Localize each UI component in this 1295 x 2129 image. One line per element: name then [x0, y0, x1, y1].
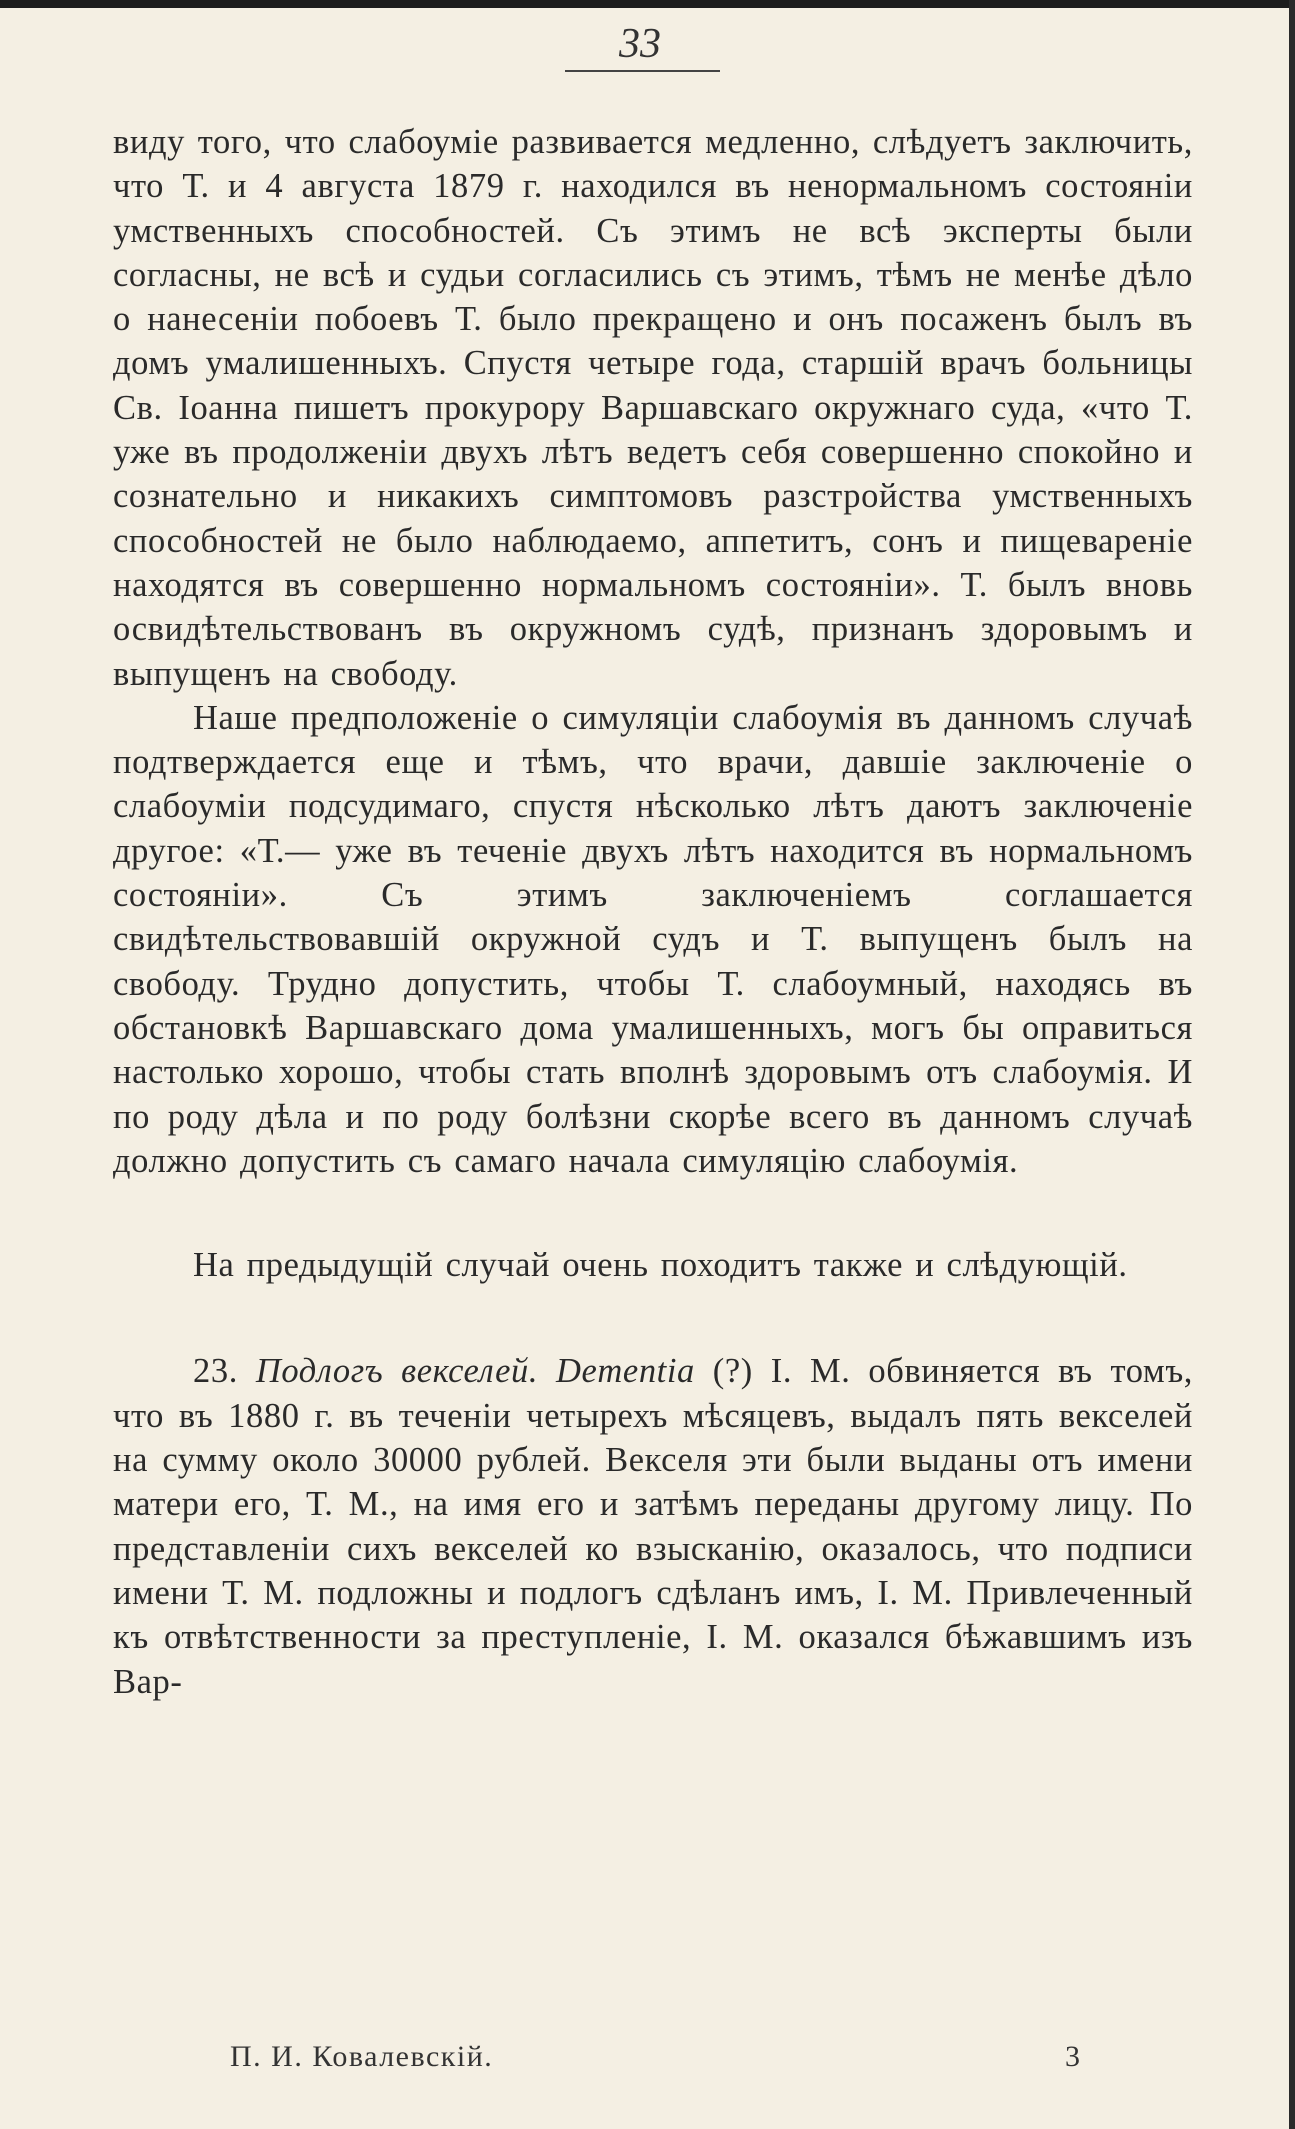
signature-mark: 3 — [1065, 2040, 1082, 2073]
case-number: 23. — [193, 1352, 238, 1391]
paragraph-1: виду того, что слабоуміе развивается медленно, слѣдуетъ заключить, что Т. и 4 августа 1879 г. находился въ ненормальномъ состояніи умственныхъ способностей. Съ этимъ не всѣ эксперты были согласны, не всѣ и судьи согласились съ этимъ, тѣмъ не менѣе дѣло о нанесеніи побоевъ Т. было прекращено и онъ посаженъ былъ въ домъ умалишенныхъ. Спустя четыре года, старшій врачъ больницы Св. Іоанна пишетъ прокурору Варшавскаго окружнаго суда, «что Т. уже въ продолженіи двухъ лѣтъ ведетъ себя совершенно спокойно и сознательно и никакихъ симптомовъ разстройства умственныхъ способностей не было наблюдаемо, аппетитъ, сонъ и пищевареніе находятся въ совершенно нормальномъ состояніи». Т. былъ вновь освидѣтельствованъ въ окружномъ судѣ, признанъ здоровымъ и выпущенъ на свободу. — [113, 123, 1193, 693]
page-right-edge — [1289, 0, 1295, 2129]
body-text — [113, 120, 1193, 1704]
page-footer — [0, 2040, 1295, 2090]
page-top-edge — [0, 0, 1295, 8]
paragraph-4 — [113, 1349, 1193, 1703]
page-number: 33 — [619, 21, 661, 67]
footer-author: П. И. Ковалевскій. — [230, 2040, 494, 2073]
paragraph-2: Наше предположеніе о симуляціи слабоумія въ данномъ случаѣ подтверждается еще и тѣмъ, что врачи, давшіе заключеніе о слабоуміи подсудимаго, спустя нѣсколько лѣтъ даютъ заключеніе другое: «Т.— уже въ теченіе двухъ лѣтъ находится въ нормальномъ состояніи». Съ этимъ заключеніемъ соглашается свидѣтельствовавшій окружной судъ и Т. выпущенъ былъ на свободу. Трудно допустить, чтобы Т. слабоумный, находясь въ обстановкѣ Варшавскаго дома умалишенныхъ, могъ бы оправиться настолько хорошо, чтобы стать вполнѣ здоровымъ отъ слабоумія. И по роду дѣла и по роду болѣзни скорѣе всего въ данномъ случаѣ должно допустить съ самаго начала симуляцію слабоумія. — [113, 698, 1193, 1180]
page-number-rule — [565, 70, 720, 72]
case-text: (?) І. М. обвиняется въ томъ, что въ 1880 г. въ теченіи четырехъ мѣсяцевъ, выдалъ пять векселей на сумму около 30000 рублей. Векселя эти были выданы отъ имени матери его, Т. М., на имя его и затѣмъ переданы другому лицу. По представленіи сихъ векселей ко взысканію, оказалось, что подписи имени Т. М. подложны и подлогъ сдѣланъ имъ, І. М. Привлеченный къ отвѣтственности за преступленіе, І. М. оказался бѣжавшимъ изъ Вар- — [113, 1352, 1193, 1701]
case-title: Подлогъ векселей. Dementia — [255, 1352, 695, 1391]
paragraph-3: На предыдущій случай очень походитъ также и слѣдующій. — [193, 1246, 1128, 1285]
